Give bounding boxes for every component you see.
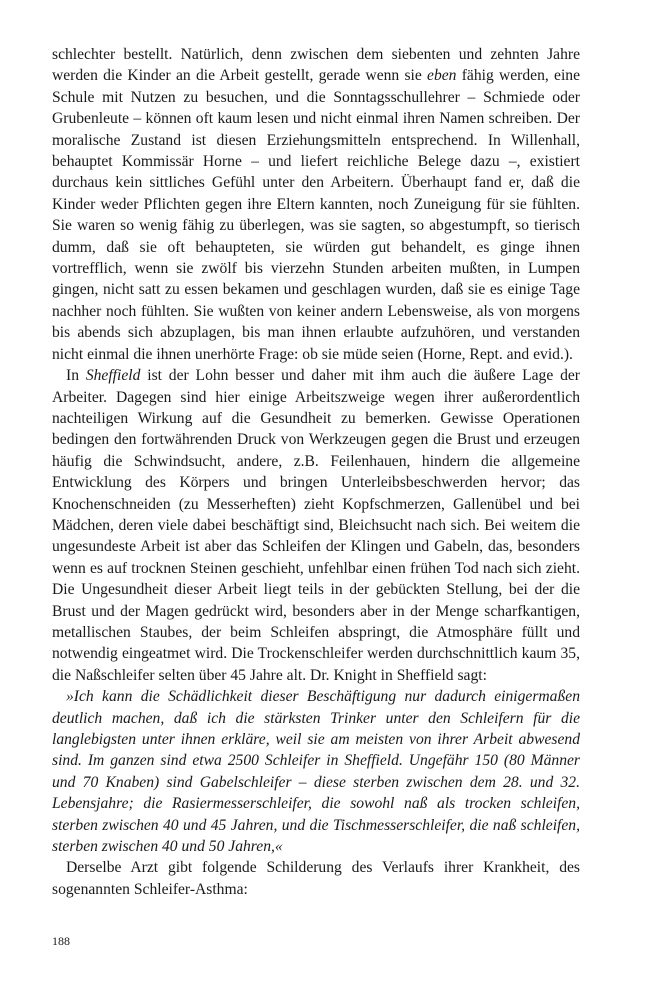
- emphasis-text: eben: [427, 67, 457, 85]
- block-quote-knight: »Ich kann die Schädlichkeit dieser Beschäftigung nur dadurch einigermaßen deutlich machen, daß ich die stärksten Trinker unter den Schleifern für die langlebigsten unter ihnen erkläre, weil sie am meisten von ihrer Arbeit abwesend sind. Im ganzen sind etwa 2500 Schleifer in Sheffield. Ungefähr 150 (80 Männer und 70 Knaben) sind Gabelschleifer – diese sterben zwischen dem 28. und 32. Lebensjahre; die Rasiermesserschleifer, die sowohl naß als trocken schleifen, sterben zwischen 40 und 45 Jahren, und die Tischmesserschleifer, die naß schleifen, sterben zwischen 40 und 50 Jahren,«: [52, 688, 580, 856]
- place-name-emphasis: Sheffield: [85, 367, 141, 385]
- page-number: 188: [52, 934, 70, 948]
- paragraph-children-education: [52, 44, 580, 365]
- paragraph-text: fähig werden, eine Schule mit Nutzen zu besuchen, und die Sonntagsschullehrer – Schmiede oder Grubenleute – können oft kaum lesen und nicht einmal ihren Namen schreiben. Der moralische Zustand ist diesen Erziehungsmitteln entsprechend. In Willenhall, behauptet Kommissär Horne – und liefert reichliche Belege dazu –, existiert durchaus kein sittliches Gefühl unter den Arbeitern. Überhaupt fand er, daß die Kinder weder Pflichten gegen ihre Eltern kannten, noch Zuneigung für sie fühlten. Sie waren so wenig fähig zu überlegen, was sie sagten, so abgestumpft, so tierisch dumm, daß sie oft behaupteten, sie würden gut behandelt, es ginge ihnen vortrefflich, wenn sie zwölf bis vierzehn Stunden arbeiten mußten, in Lumpen gingen, nicht satt zu essen bekamen und geschlagen wurden, daß sie es einige Tage nachher noch fühlten. Sie wußten von keiner andern Lebensweise, als von morgens bis abends sich abzuplagen, bis man ihnen erlaubte aufzuhören, und verstanden nicht einmal die ihnen unerhörte Frage: ob sie müde seien (Horne, Rept. and evid.).: [52, 67, 581, 363]
- paragraph-text: ist der Lohn besser und daher mit ihm auch die äußere Lage der Arbeiter. Dagegen sind hier einige Arbeitszweige wegen ihrer außerordentlich nachteiligen Wirkung auf die Gesundheit zu bemerken. Gewisse Operationen bedingen den fortwährenden Druck von Werkzeugen gegen die Brust und erzeugen häufig die Schwindsucht, andere, z.B. Feilenhauen, hindern die allgemeine Entwicklung des Körpers und bringen Unterleibsbeschwerden hervor; das Knochenschneiden (zu Messerheften) zieht Kopfschmerzen, Gallenübel und bei Mädchen, deren viele dabei beschäftigt sind, Bleichsucht nach sich. Bei weitem die ungesundeste Arbeit ist aber das Schleifen der Klingen und Gabeln, das, besonders wenn es auf trocknen Steinen geschieht, unfehlbar einen frühen Tod nach sich zieht. Die Ungesundheit dieser Arbeit liegt teils in der gebückten Stellung, bei der die Brust und der Magen gedrückt wird, besonders aber in der Menge scharfkantigen, metallischen Staubes, der beim Schleifen abspringt, die Atmosphäre füllt und notwendig eingeatmet wird. Die Trockenschleifer werden durchschnittlich kaum 35, die Naßschleifer selten über 45 Jahre alt. Dr. Knight in Sheffield sagt:: [52, 367, 580, 684]
- paragraph-sheffield: [52, 365, 580, 686]
- paragraph-grinder-asthma: Derselbe Arzt gibt folgende Schilderung des Verlaufs ihrer Krankheit, des sogenannten Schleifer-Asthma:: [52, 859, 580, 898]
- page-body: [52, 44, 580, 900]
- paragraph-text: schlechter bestellt. Natürlich, denn zwischen dem siebenten und zehnten Jahre werden die Kinder an die Arbeit gestellt, gerade wenn sie: [52, 46, 580, 85]
- paragraph-text: In: [66, 367, 86, 385]
